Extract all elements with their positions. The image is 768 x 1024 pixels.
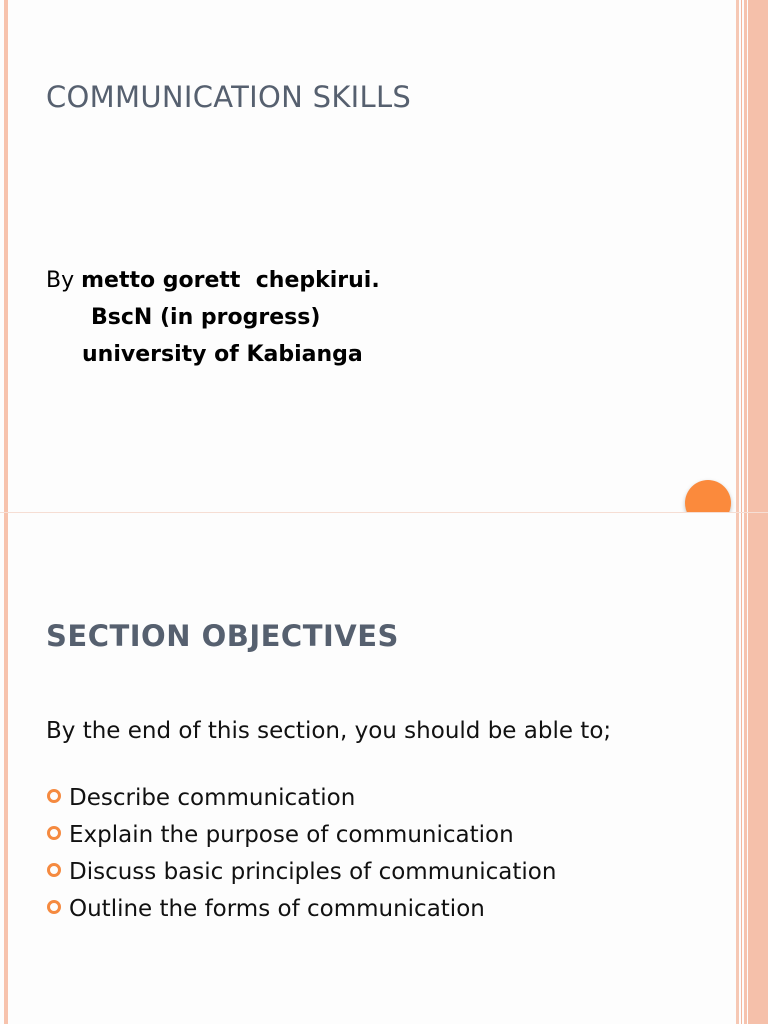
- list-item: [46, 783, 556, 820]
- slide-title-heading: COMMUNICATION SKILLS: [46, 80, 412, 114]
- left-accent-rule: [4, 513, 8, 1024]
- by-prefix: By: [46, 268, 82, 293]
- author-line: [46, 262, 380, 299]
- bullet-icon: [47, 789, 61, 803]
- list-item: [46, 857, 556, 894]
- author-block: [46, 262, 380, 373]
- degree: BscN (in progress): [91, 305, 321, 330]
- left-accent-rule: [4, 0, 8, 512]
- bullet-icon: [47, 900, 61, 914]
- list-item: [46, 894, 556, 931]
- institution: university of Kabianga: [82, 342, 363, 367]
- objective-text: Discuss basic principles of communication: [69, 859, 557, 885]
- objective-text: Explain the purpose of communication: [69, 822, 514, 848]
- objective-text: Outline the forms of communication: [69, 896, 485, 922]
- bullet-icon: [47, 863, 61, 877]
- slide-objectives: [0, 512, 768, 1024]
- degree-line: [46, 299, 380, 336]
- right-accent-bands: [736, 513, 768, 1024]
- right-accent-bands: [736, 0, 768, 512]
- list-item: [46, 820, 556, 857]
- objectives-heading: SECTION OBJECTIVES: [46, 619, 399, 653]
- institution-line: [46, 336, 380, 373]
- author-name: metto gorett chepkirui.: [81, 268, 380, 293]
- bullet-icon: [47, 826, 61, 840]
- objectives-intro: By the end of this section, you should be able to;: [46, 718, 612, 744]
- objectives-list: [46, 783, 556, 931]
- accent-circle: [685, 480, 731, 512]
- objective-text: Describe communication: [69, 785, 356, 811]
